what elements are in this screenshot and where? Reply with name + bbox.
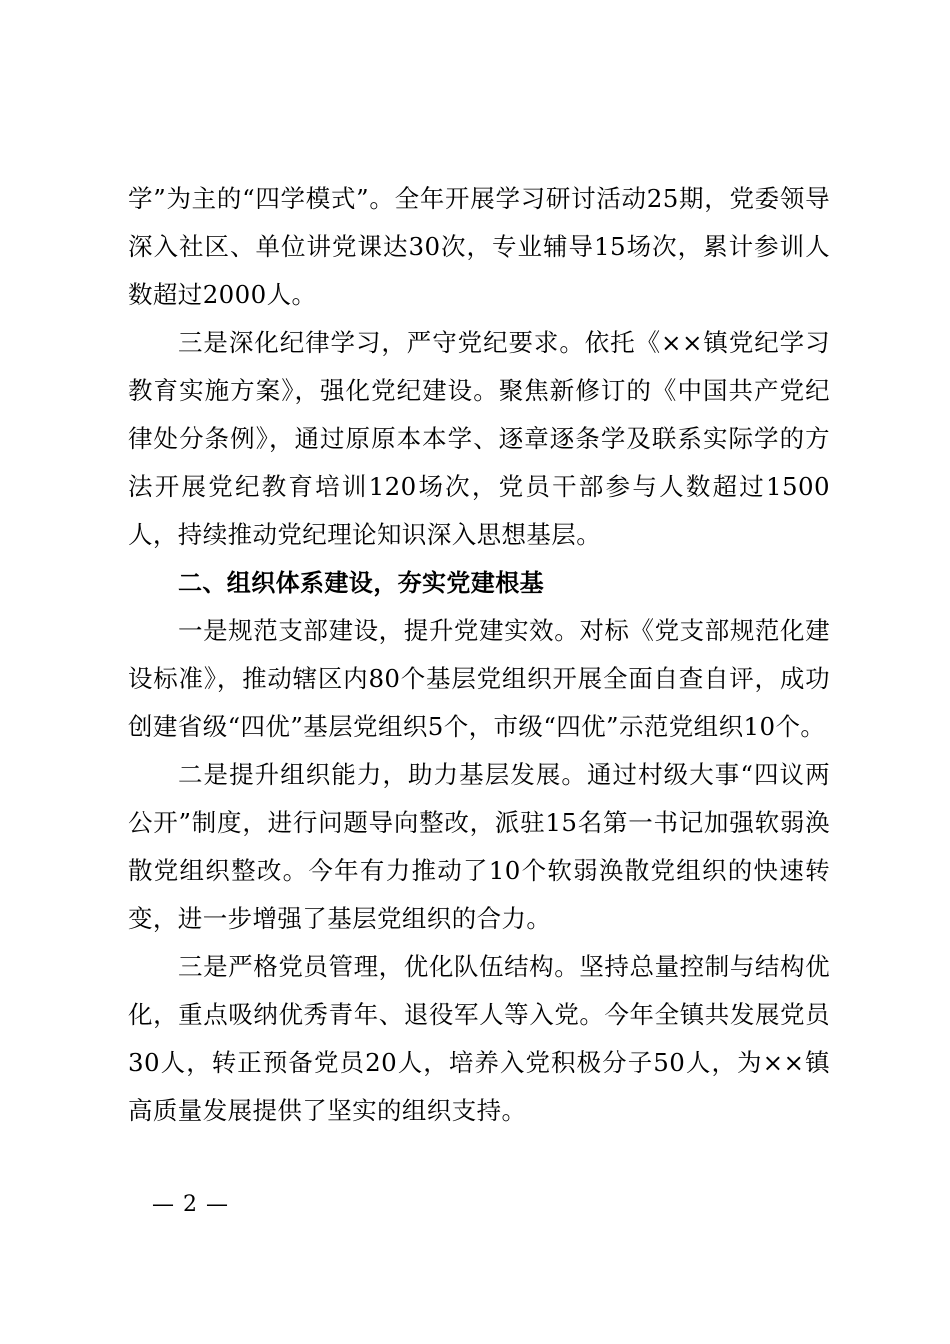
paragraph-2: 三是深化纪律学习，严守党纪要求。依托《××镇党纪学习教育实施方案》，强化党纪建设。聚焦新修订的《中国共产党纪律处分条例》，通过原原本本学、逐章逐条学及联系实际学的方法开展党纪教育培训120场次，党员干部参与人数超过1500人，持续推动党纪理论知识深入思想基层。 [128, 328, 830, 549]
document-body [128, 175, 830, 1135]
section-heading: 二、组织体系建设，夯实党建根基 [178, 569, 544, 597]
paragraph-4: 二是提升组织能力，助力基层发展。通过村级大事“四议两公开”制度，进行问题导向整改，派驻15名第一书记加强软弱涣散党组织整改。今年有力推动了10个软弱涣散党组织的快速转变，进一步增强了基层党组织的合力。 [128, 760, 830, 933]
paragraph-5: 三是严格党员管理，优化队伍结构。坚持总量控制与结构优化，重点吸纳优秀青年、退役军人等入党。今年全镇共发展党员30人，转正预备党员20人，培养入党积极分子50人，为××镇高质量发展提供了坚实的组织支持。 [128, 952, 830, 1125]
paragraph-1: 学”为主的“四学模式”。全年开展学习研讨活动25期，党委领导深入社区、单位讲党课达30次，专业辅导15场次，累计参训人数超过2000人。 [128, 184, 830, 309]
page-number: — 2 — [152, 1192, 229, 1217]
paragraph-3: 一是规范支部建设，提升党建实效。对标《党支部规范化建设标准》，推动辖区内80个基层党组织开展全面自查自评，成功创建省级“四优”基层党组织5个，市级“四优”示范党组织10个。 [128, 616, 830, 741]
